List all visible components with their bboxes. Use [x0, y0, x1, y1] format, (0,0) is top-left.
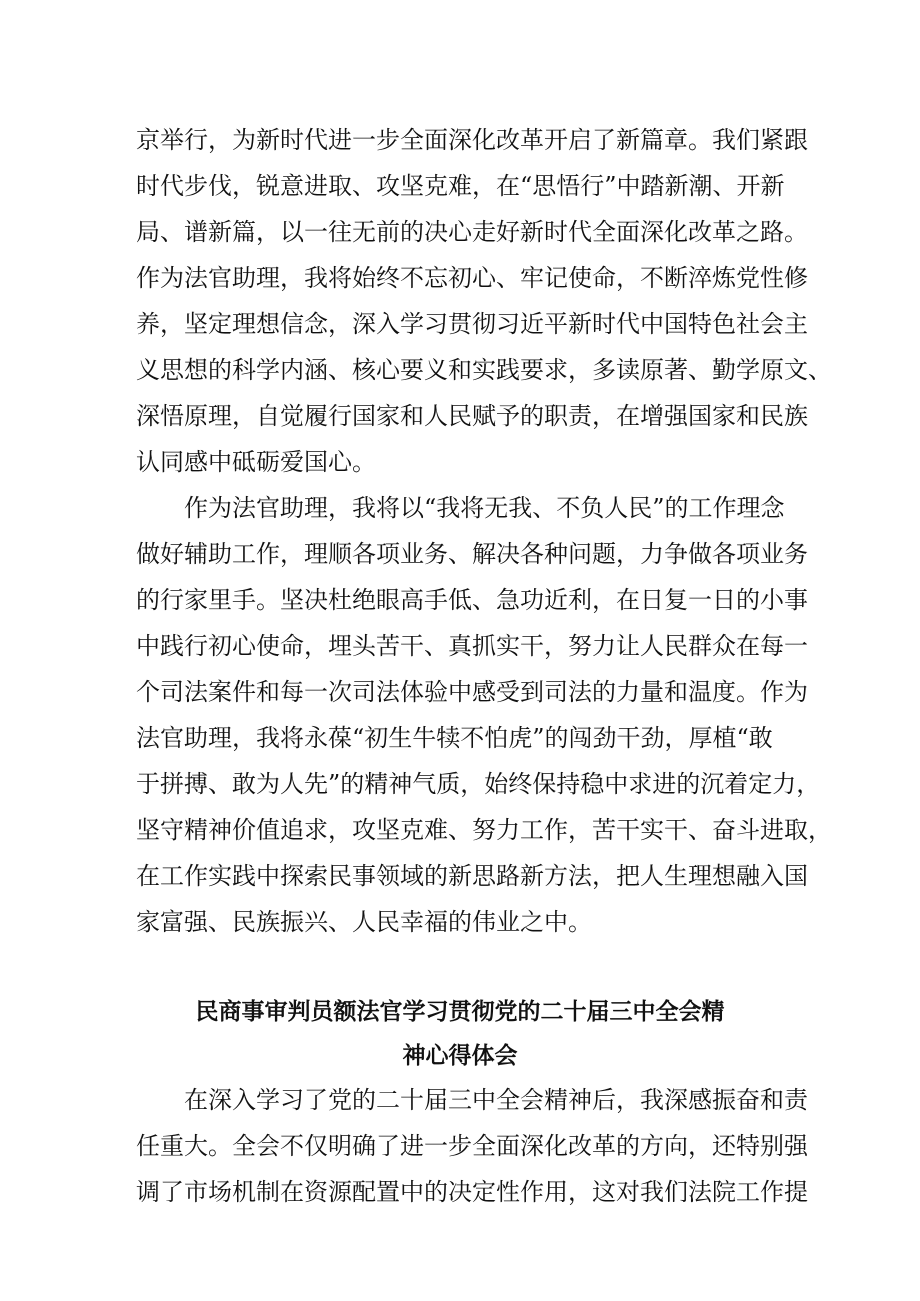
body-line: 中践行初心使命，埋头苦干、真抓实干，努力让人民群众在每一 [136, 632, 808, 660]
body-line: 作为法官助理，我将以“我将无我、不负人民”的工作理念 [184, 494, 785, 522]
body-line: 认同感中砥砺爱国心。 [136, 448, 376, 476]
section-title: 神心得体会 [402, 1043, 518, 1069]
body-line: 家富强、民族振兴、人民幸福的伟业之中。 [136, 908, 592, 936]
body-line: 义思想的科学内涵、核心要义和实践要求，多读原著、勤学原文、 [136, 356, 832, 384]
body-line: 时代步伐，锐意进取、攻坚克难，在“思悟行”中踏新潮、开新 [136, 172, 785, 200]
body-line: 做好辅助工作，理顺各项业务、解决各种问题，力争做各项业务 [136, 540, 808, 568]
body-line: 深悟原理，自觉履行国家和人民赋予的职责，在增强国家和民族 [136, 402, 808, 430]
body-line: 在深入学习了党的二十届三中全会精神后，我深感振奋和责 [184, 1086, 808, 1114]
body-line: 局、谱新篇，以一往无前的决心走好新时代全面深化改革之路。 [136, 218, 808, 246]
body-line: 养，坚定理想信念，深入学习贯彻习近平新时代中国特色社会主 [136, 310, 808, 338]
body-line: 于拼搏、敢为人先”的精神气质，始终保持稳中求进的沉着定力， [136, 770, 821, 798]
body-line: 的行家里手。坚决杜绝眼高手低、急功近利，在日复一日的小事 [136, 586, 808, 614]
body-line: 京举行，为新时代进一步全面深化改革开启了新篇章。我们紧跟 [136, 126, 808, 154]
body-line: 在工作实践中探索民事领域的新思路新方法，把人生理想融入国 [136, 862, 808, 890]
body-line: 调了市场机制在资源配置中的决定性作用，这对我们法院工作提 [136, 1178, 808, 1206]
body-line: 法官助理，我将永葆“初生牛犊不怕虎”的闯劲干劲，厚植“敢 [136, 724, 773, 752]
body-line: 任重大。全会不仅明确了进一步全面深化改革的方向，还特别强 [136, 1132, 808, 1160]
body-line: 坚守精神价值追求，攻坚克难、努力工作，苦干实干、奋斗进取， [136, 816, 832, 844]
section-title: 民商事审判员额法官学习贯彻党的二十届三中全会精 [195, 999, 725, 1025]
body-line: 作为法官助理，我将始终不忘初心、牢记使命，不断淬炼党性修 [136, 264, 808, 292]
body-line: 个司法案件和每一次司法体验中感受到司法的力量和温度。作为 [136, 678, 808, 706]
